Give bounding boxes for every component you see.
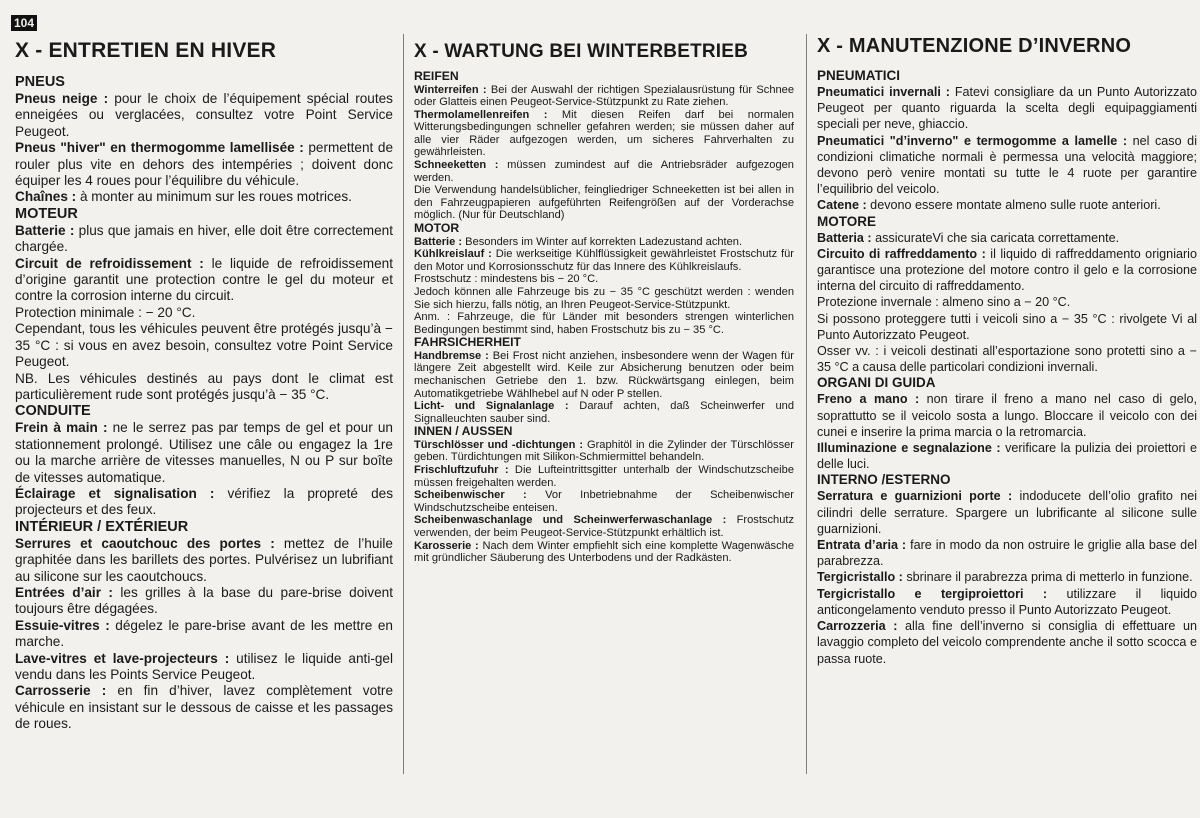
paragraph — [817, 569, 1197, 585]
paragraph-lead: Batterie : — [15, 222, 75, 238]
paragraph — [817, 230, 1197, 246]
paragraph-text: Bei der Auswahl der richtigen Spezialausrüstung für Schnee oder Glatteis einen Peugeot-Service-Stützpunkt zu Rate ziehen. — [414, 83, 794, 109]
section-heading: MOTEUR — [15, 205, 78, 222]
paragraph — [414, 489, 794, 514]
paragraph-text: le liquide de refroidissement d’origine garantit une protection contre le gel du moteur et contre la corrosion interne du circuit. — [15, 255, 393, 304]
section-heading: CONDUITE — [15, 403, 91, 420]
column-body — [414, 70, 794, 565]
paragraph-lead: Illuminazione e segnalazione : — [817, 441, 1001, 456]
paragraph-lead: Serrures et caoutchouc des portes : — [15, 535, 275, 551]
paragraph-text: Frostschutz verwenden, der beim Peugeot-Service-Stützpunkt erhältlich ist. — [414, 514, 794, 539]
paragraph-lead: Pneumatici "d’inverno" e termogomme a lamelle : — [817, 133, 1128, 148]
column-title: X - ENTRETIEN EN HIVER — [15, 39, 277, 62]
paragraph-text: fare in modo da non ostruire le griglie alla base del parabrezza. — [817, 538, 1197, 569]
paragraph — [15, 256, 393, 305]
paragraph-text: Protection minimale : − 20 °C. — [15, 304, 196, 320]
column-body — [817, 68, 1197, 667]
paragraph-text: non tirare il freno a mano nel caso di gelo, soprattutto se il veicolo sosta a lungo. Bloccare il veicolo con dei cunei e inserire la prima marcia o la retromarcia. — [817, 392, 1197, 439]
paragraph — [414, 109, 794, 159]
paragraph — [817, 618, 1197, 667]
paragraph — [15, 420, 393, 486]
column-body — [15, 74, 393, 733]
paragraph-lead: Frischluftzufuhr : — [414, 464, 509, 477]
paragraph-text: Cependant, tous les véhicules peuvent être protégés jusqu’à − 35 °C : si vous en avez besoin, consultez votre Point Service Peugeot. — [15, 321, 393, 370]
paragraph-text: vérifiez la propreté des projecteurs et des feux. — [15, 485, 393, 518]
paragraph-text: ne le serrez pas par temps de gel et pour un stationnement prolongé. Utilisez une câle ou engagez la 1re ou la marche arrière de vitesses manuelles, N ou P sur boîte de vitesses automatique. — [15, 420, 393, 485]
paragraph-text: Anm. : Fahrzeuge, die für Länder mit besonders strengen winterlichen Bedingungen bestimmt sind, haben Frostschutz bis zu − 35 °C. — [414, 311, 794, 336]
paragraph-text: Fatevi consigliare da un Punto Autorizzato Peugeot per quanto riguarda la scelta degli equipaggiamenti speciali per neve, ghiaccio. — [817, 85, 1197, 132]
paragraph-text: pour le choix de l’équipement spécial routes enneigées ou verglacées, consultez votre Point Service Peugeot. — [15, 91, 393, 139]
paragraph-text: verificare la pulizia dei proiettori e delle luci. — [817, 441, 1197, 472]
paragraph-lead: Türschlösser und -dichtungen : — [414, 438, 584, 451]
paragraph-text: dégelez le pare-brise avant de les mettre en marche. — [15, 617, 393, 650]
paragraph — [414, 159, 794, 184]
paragraph-text: devono essere montate almeno sulle ruote anteriori. — [866, 198, 1161, 213]
column-title: X - WARTUNG BEI WINTERBETRIEB — [414, 41, 749, 62]
page-number: 104 — [11, 15, 37, 31]
paragraph-lead: Pneus neige : — [15, 91, 109, 106]
paragraph — [414, 248, 794, 273]
paragraph — [15, 91, 393, 140]
paragraph-lead: Thermolamellenreifen : — [414, 108, 548, 121]
paragraph — [817, 343, 1197, 375]
paragraph-text: Die Verwendung handelsüblicher, feingliedriger Schneeketten ist bei allen in den Fahrzeugpapieren aufgeführten Reifengrößen auf der Vorderachse möglich. (Nur für Deutschland) — [414, 184, 794, 222]
paragraph — [414, 84, 794, 109]
section-heading: FAHRSICHERHEIT — [414, 335, 521, 350]
paragraph-lead: Schneeketten : — [414, 159, 499, 172]
paragraph — [817, 488, 1197, 537]
section-heading: INTÉRIEUR / EXTÉRIEUR — [15, 518, 189, 535]
paragraph-text: Jedoch können alle Fahrzeuge bis zu − 35 °C geschützt werden : wenden Sie sich hierzu, falls nötig, an Ihren Peugeot-Service-Stützpunkt. — [414, 285, 794, 311]
section-heading: INNEN / AUSSEN — [414, 424, 513, 439]
paragraph-lead: Circuit de refroidissement : — [15, 255, 204, 271]
paragraph-text: Graphitöl in die Zylinder der Türschlösser geben. Türdichtungen mit Silikon-Schmiermittel behandeln. — [414, 438, 794, 464]
paragraph — [15, 189, 393, 205]
paragraph-lead: Carrozzeria : — [817, 619, 898, 634]
paragraph — [817, 537, 1197, 569]
section-heading: PNEUMATICI — [817, 68, 900, 83]
paragraph-lead: Circuito di raffreddamento : — [817, 246, 986, 261]
paragraph-lead: Serratura e guarnizioni porte : — [817, 489, 1013, 504]
paragraph-text: alla fine dell’inverno si consiglia di effettuare un lavaggio completo del veicolo comprendente anche il sotto scocca e passa ruote. — [817, 619, 1197, 666]
paragraph — [15, 223, 393, 256]
paragraph-text: Vor Inbetriebnahme der Scheibenwischer Windschutzscheibe enteisen. — [414, 489, 794, 514]
paragraph — [15, 371, 393, 404]
paragraph-text: Bei Frost nicht anziehen, insbesondere wenn der Wagen für längere Zeit abgestellt wird. Keile zur Absicherung benutzen oder beim mechanischen Getriebe den 1. bzw. Rückwärtsgang einlegen, beim Automatikgetriebe Wählhebel auf N oder P stellen. — [414, 349, 794, 400]
paragraph — [15, 321, 393, 370]
paragraph-text: indoducete dell’olio grafito nei cilindri delle serrature. Spargere un lubrificante al silicone sulle guarnizioni. — [817, 489, 1197, 536]
paragraph-lead: Éclairage et signalisation : — [15, 485, 215, 501]
paragraph-lead: Karosserie : — [414, 539, 479, 552]
paragraph-text: les grilles à la base du pare-brise doivent toujours être dégagées. — [15, 584, 393, 617]
paragraph — [15, 305, 393, 321]
paragraph — [817, 311, 1197, 343]
paragraph-lead: Handbremse : — [414, 349, 489, 362]
section-heading: REIFEN — [414, 69, 459, 83]
paragraph — [817, 133, 1197, 198]
paragraph — [817, 440, 1197, 472]
paragraph-lead: Batterie : — [414, 235, 463, 248]
paragraph — [817, 294, 1197, 310]
paragraph-text: Die Lufteintrittsgitter unterhalb der Windschutzscheibe müssen freigehalten werden. — [414, 464, 794, 489]
paragraph-text: utilizzare il liquido anticongelamento venduto presso il Punto Autorizzato Peugeot. — [817, 586, 1197, 617]
paragraph-text: Protezione invernale : almeno sino a − 20 °C. — [817, 295, 1071, 310]
paragraph-lead: Pneumatici invernali : — [817, 85, 950, 99]
paragraph — [817, 246, 1197, 295]
paragraph-lead: Scheibenwischer : — [414, 489, 527, 502]
paragraph-text: permettent de rouler plus vite en dehors des intempéries ; doivent donc équiper les 4 roues pour l’équilibre du véhicule. — [15, 140, 394, 189]
paragraph-text: Frostschutz : mindestens bis − 20 °C. — [414, 273, 599, 286]
paragraph-text: en fin d’hiver, lavez complètement votre véhicule en insistant sur le dessous de caisse et les passages de roues. — [15, 683, 394, 732]
column-french — [15, 34, 393, 818]
column-german — [414, 34, 794, 818]
paragraph-lead: Scheibenwaschanlage und Scheinwerferwaschanlage : — [414, 514, 727, 527]
paragraph-lead: Kühlkreislauf : — [414, 248, 492, 261]
paragraph — [414, 540, 794, 565]
section-heading: MOTOR — [414, 221, 460, 236]
paragraph-lead: Tergicristallo e tergiproiettori : — [817, 586, 1048, 601]
paragraph-lead: Winterreifen : — [414, 83, 487, 96]
paragraph — [414, 286, 794, 311]
paragraph — [15, 536, 393, 585]
paragraph-text: Besonders im Winter auf korrekten Ladezustand achten. — [462, 235, 743, 248]
paragraph-lead: Tergicristallo : — [817, 570, 903, 585]
paragraph-text: nel caso di condizioni climatiche normali è permessa una velocità maggiore; devono però venire montati su tutte le 4 ruote per garantire l’equilibrio del veicolo. — [817, 133, 1197, 197]
paragraph-text: Osser vv. : i veicoli destinati all’esportazione sono protetti sino a − 35 °C a causa delle particolari condizioni invernali. — [817, 344, 1197, 375]
paragraph-lead: Frein à main : — [15, 420, 108, 436]
paragraph — [414, 184, 794, 222]
paragraph-text: müssen zumindest auf die Antriebsräder aufgezogen werden. — [414, 159, 794, 184]
paragraph — [15, 618, 393, 651]
paragraph-lead: Freno a mano : — [817, 392, 920, 407]
paragraph-text: mettez de l’huile graphitée dans les barillets des portes. Pulvérisez un lubrifiant au silicone sur les caoutchoucs. — [15, 535, 393, 584]
column-divider — [403, 34, 404, 774]
paragraph — [414, 350, 794, 400]
paragraph-text: Darauf achten, daß Scheinwerfer und Signalleuchten sauber sind. — [414, 400, 794, 425]
paragraph-lead: Entrata d’aria : — [817, 538, 907, 553]
paragraph — [15, 651, 393, 684]
section-heading: INTERNO /ESTERNO — [817, 472, 951, 488]
paragraph-text: Si possono proteggere tutti i veicoli sino a − 35 °C : rivolgete Vi al Punto Autorizzato Peugeot. — [817, 311, 1197, 342]
column-italian — [817, 34, 1197, 818]
paragraph-lead: Entrées d’air : — [15, 584, 113, 600]
paragraph-text: NB. Les véhicules destinés au pays dont le climat est particulièrement rude sont protégés jusqu’à − 35 °C. — [15, 370, 393, 402]
paragraph-text: Mit diesen Reifen darf bei normalen Witterungsbedingungen schneller gefahren werden; sie müssen daher auf alle vier Räder aufgezogen werden, um sicheres Fahrverhalten zu gewährleisten. — [414, 108, 794, 159]
paragraph — [414, 236, 794, 249]
section-heading: MOTORE — [817, 213, 877, 229]
paragraph — [15, 585, 393, 618]
column-title: X - MANUTENZIONE D’INVERNO — [817, 35, 1132, 57]
column-divider — [806, 34, 807, 774]
paragraph — [414, 464, 794, 489]
section-heading: PNEUS — [15, 74, 65, 90]
paragraph-lead: Pneus "hiver" en thermogomme lamellisée : — [15, 140, 304, 156]
paragraph-text: à monter au minimum sur les roues motrices. — [76, 189, 352, 205]
paragraph-lead: Lave-vitres et lave-projecteurs : — [15, 650, 230, 666]
paragraph — [817, 84, 1197, 133]
paragraph-text: assicurateVi che sia caricata correttamente. — [871, 230, 1120, 245]
paragraph-text: Nach dem Winter empfiehlt sich eine komplette Wagenwäsche mit gründlicher Säuberung des Unterbodens und der Radkästen. — [414, 539, 794, 565]
paragraph-lead: Catene : — [817, 198, 867, 213]
paragraph — [414, 439, 794, 464]
paragraph-lead: Essuie-vitres : — [15, 617, 110, 633]
paragraph — [414, 311, 794, 336]
paragraph — [414, 400, 794, 425]
paragraph-text: utilisez le liquide anti-gel vendu dans les Points Service Peugeot. — [15, 650, 394, 682]
paragraph — [817, 586, 1197, 618]
paragraph — [15, 486, 393, 519]
paragraph-lead: Chaînes : — [15, 189, 77, 205]
paragraph-text: sbrinare il parabrezza prima di metterlo in funzione. — [902, 570, 1193, 585]
paragraph-lead: Carrosserie : — [15, 683, 107, 699]
paragraph — [15, 140, 393, 189]
paragraph-lead: Licht- und Signalanlage : — [414, 400, 569, 413]
paragraph — [15, 683, 393, 732]
paragraph — [414, 273, 794, 286]
paragraph-text: Die werkseitige Kühlflüssigkeit gewährleistet Frostschutz für den Motor und Korrosionsschutz für das Innere des Kühlkreislaufs. — [414, 248, 795, 273]
paragraph-text: il liquido di raffreddamento origniario garantisce una protezione del motore contro il gelo e la corrosione interna del circuito di raffreddamento. — [817, 246, 1197, 294]
paragraph-lead: Batteria : — [817, 230, 872, 245]
paragraph — [414, 514, 794, 539]
section-heading: ORGANI DI GUIDA — [817, 375, 936, 391]
paragraph — [817, 391, 1197, 440]
paragraph-text: plus que jamais en hiver, elle doit être correctement chargée. — [15, 222, 393, 255]
paragraph — [817, 197, 1197, 213]
